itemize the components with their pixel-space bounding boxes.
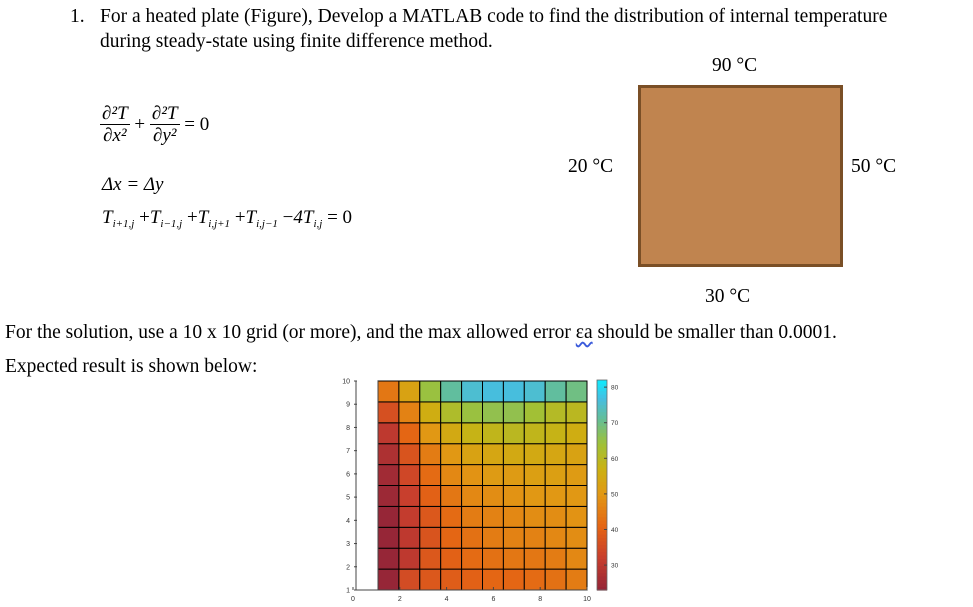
heatmap-cell — [441, 402, 462, 423]
colorbar-segment — [597, 394, 607, 398]
colorbar-segment — [597, 573, 607, 577]
fd-plus-3: + — [234, 207, 246, 228]
heatmap-cell — [566, 486, 587, 507]
heatmap-cell — [420, 548, 441, 569]
error-symbol: εa — [575, 322, 593, 343]
heatmap-cell — [441, 444, 462, 465]
heatmap-cell — [420, 506, 441, 527]
heatmap-cell — [503, 527, 524, 548]
fd-plus-1: + — [139, 207, 150, 228]
delta-equation: Δx = Δy — [102, 174, 164, 195]
heatmap-cell — [545, 423, 566, 444]
heatmap-cell — [483, 465, 504, 486]
heatmap-cell — [462, 381, 483, 402]
heatmap-cell — [524, 381, 545, 402]
heatmap-cell — [399, 381, 420, 402]
heatmap-cell — [399, 465, 420, 486]
heatmap-cell — [483, 486, 504, 507]
y-tick-label: 9 — [346, 401, 350, 409]
y-tick-label: 4 — [346, 517, 350, 525]
finite-difference-equation — [102, 207, 352, 230]
laplace-den-x: ∂x² — [103, 125, 127, 146]
laplace-den-y: ∂y² — [152, 125, 177, 146]
heatmap-cell — [420, 486, 441, 507]
heatmap-cell — [441, 486, 462, 507]
heatmap-cell — [566, 506, 587, 527]
colorbar-tick-label: 40 — [611, 526, 619, 534]
colorbar-segment — [597, 436, 607, 440]
colorbar-segment — [597, 401, 607, 405]
colorbar-segment — [597, 419, 607, 423]
colorbar-segment — [597, 457, 607, 461]
colorbar-segment — [597, 520, 607, 524]
heatmap-cell — [566, 527, 587, 548]
colorbar-segment — [597, 464, 607, 468]
heatmap-cell — [545, 486, 566, 507]
fd-equals-zero: = 0 — [327, 207, 353, 228]
x-tick-label: 10 — [583, 596, 591, 603]
laplace-equation — [100, 104, 209, 147]
colorbar-segment — [597, 569, 607, 573]
fd-sub-2: i−1,j — [160, 218, 183, 230]
heatmap-cell — [441, 423, 462, 444]
expected-text: Expected result is shown below: — [5, 356, 258, 377]
heatmap-cell — [545, 381, 566, 402]
laplace-num-x: ∂²T — [102, 103, 128, 124]
colorbar-segment — [597, 408, 607, 412]
heatmap-cell — [462, 402, 483, 423]
heatmap-cell — [524, 444, 545, 465]
heatmap-cell — [462, 486, 483, 507]
fd-plus-2: + — [186, 207, 198, 228]
heatmap-cell — [524, 402, 545, 423]
colorbar-segment — [597, 447, 607, 451]
heatmap-cell — [545, 402, 566, 423]
y-tick-label: 3 — [346, 541, 350, 549]
heatmap-cell — [524, 486, 545, 507]
heatmap-cell — [441, 381, 462, 402]
heatmap-cell — [483, 527, 504, 548]
colorbar-segment — [597, 380, 607, 384]
heatmap-cells — [378, 381, 587, 590]
colorbar-segment — [597, 412, 607, 416]
colorbar-segment — [597, 524, 607, 528]
heatmap-cell — [441, 506, 462, 527]
heatmap-cell — [483, 506, 504, 527]
colorbar-segment — [597, 576, 607, 580]
heatmap-cell — [399, 569, 420, 590]
fd-term-4: T — [245, 207, 257, 228]
heatmap-cell — [420, 444, 441, 465]
x-tick-label: 0 — [351, 596, 355, 603]
heatmap-cell — [545, 527, 566, 548]
heatmap-cell — [399, 548, 420, 569]
heatmap-cell — [378, 506, 399, 527]
colorbar-segment — [597, 513, 607, 517]
plate-right-label: 50 °C — [851, 156, 897, 177]
heatmap-cell — [420, 465, 441, 486]
colorbar-segment — [597, 559, 607, 563]
heatmap-colorbar — [597, 380, 619, 591]
heatmap-cell — [503, 506, 524, 527]
question-number: 1. — [70, 6, 85, 27]
heatmap-cell — [462, 465, 483, 486]
colorbar-segment — [597, 454, 607, 458]
heatmap-cell — [545, 569, 566, 590]
heatmap-cell — [378, 486, 399, 507]
fd-term-1: T — [102, 207, 113, 228]
laplace-equals-zero: = 0 — [184, 113, 210, 135]
heatmap-cell — [566, 548, 587, 569]
heatmap-cell — [378, 569, 399, 590]
colorbar-tick-label: 60 — [611, 455, 619, 463]
heatmap-cell — [378, 444, 399, 465]
colorbar-segment — [597, 580, 607, 584]
colorbar-segment — [597, 468, 607, 472]
colorbar-segment — [597, 538, 607, 542]
colorbar-segment — [597, 517, 607, 521]
colorbar-segment — [597, 391, 607, 395]
colorbar-segment — [597, 461, 607, 465]
fd-term-5: 4T — [293, 207, 314, 228]
heatmap-cell — [524, 527, 545, 548]
heatmap-cell — [399, 506, 420, 527]
heatmap-cell — [462, 423, 483, 444]
colorbar-tick-label: 50 — [611, 491, 619, 499]
heatmap-cell — [420, 381, 441, 402]
colorbar-tick-label: 70 — [611, 420, 619, 428]
heatmap-cell — [462, 527, 483, 548]
y-tick-label: 2 — [346, 564, 350, 572]
laplace-plus: + — [134, 113, 146, 135]
colorbar-segment — [597, 485, 607, 489]
heatmap-cell — [524, 423, 545, 444]
colorbar-segment — [597, 398, 607, 402]
fd-minus: − — [282, 207, 294, 228]
heatmap-cell — [524, 548, 545, 569]
plate-left-label: 20 °C — [568, 156, 614, 177]
y-tick-label: 5 — [346, 494, 350, 502]
heatmap-cell — [399, 402, 420, 423]
colorbar-segment — [597, 552, 607, 556]
heatmap-cell — [524, 569, 545, 590]
colorbar-segment — [597, 545, 607, 549]
heatmap-cell — [378, 381, 399, 402]
colorbar-segment — [597, 541, 607, 545]
heatmap-cell — [503, 548, 524, 569]
heatmap-cell — [420, 402, 441, 423]
fd-sub-1: i+1,j — [112, 218, 135, 230]
colorbar-tick-label: 30 — [611, 562, 619, 570]
heatmap-cell — [524, 506, 545, 527]
heatmap-cell — [566, 569, 587, 590]
y-tick-label: 1 — [346, 587, 350, 595]
heatmap-cell — [483, 381, 504, 402]
fd-term-2: T — [149, 207, 161, 228]
solution-text-tail: should be smaller than 0.0001. — [597, 322, 837, 343]
heated-plate — [638, 85, 843, 267]
heatmap-cell — [566, 444, 587, 465]
laplace-fraction-y — [150, 104, 180, 147]
heatmap-cell — [483, 444, 504, 465]
colorbar-segment — [597, 433, 607, 437]
heatmap-cell — [545, 548, 566, 569]
colorbar-segment — [597, 471, 607, 475]
colorbar-segment — [597, 429, 607, 433]
question-line-2: during steady-state using finite difference method. — [100, 31, 493, 52]
x-tick-label: 4 — [444, 596, 449, 603]
colorbar-segment — [597, 440, 607, 444]
heatmap-cell — [441, 527, 462, 548]
heatmap-cell — [503, 423, 524, 444]
heatmap-cell — [378, 465, 399, 486]
heatmap-cell — [399, 486, 420, 507]
colorbar-segment — [597, 548, 607, 552]
colorbar-tick-label: 80 — [611, 384, 619, 392]
colorbar-segment — [597, 482, 607, 486]
heatmap-cell — [483, 402, 504, 423]
heatmap-cell — [441, 465, 462, 486]
colorbar-segment — [597, 496, 607, 500]
colorbar-segment — [597, 555, 607, 559]
heatmap-cell — [462, 569, 483, 590]
colorbar-segment — [597, 566, 607, 570]
colorbar-segment — [597, 478, 607, 482]
heatmap-cell — [503, 402, 524, 423]
colorbar-segment — [597, 583, 607, 587]
heatmap-cell — [503, 381, 524, 402]
heatmap-cell — [503, 569, 524, 590]
heatmap-cell — [441, 548, 462, 569]
colorbar-segment — [597, 405, 607, 409]
y-tick-label: 8 — [346, 424, 350, 432]
heatmap-cell — [462, 548, 483, 569]
heatmap-cell — [524, 465, 545, 486]
heatmap-cell — [566, 381, 587, 402]
heatmap-cell — [483, 569, 504, 590]
heatmap-cell — [483, 423, 504, 444]
fd-sub-4: i,j−1 — [256, 218, 278, 230]
heatmap-cell — [566, 465, 587, 486]
heatmap-cell — [399, 527, 420, 548]
colorbar-segment — [597, 499, 607, 503]
fd-term-3: T — [197, 207, 209, 228]
laplace-num-y: ∂²T — [151, 103, 178, 124]
solution-text — [5, 322, 837, 344]
heatmap-cell — [566, 402, 587, 423]
heatmap-cell — [545, 465, 566, 486]
colorbar-segment — [597, 489, 607, 493]
heatmap-cell — [503, 465, 524, 486]
heatmap-cell — [545, 444, 566, 465]
y-tick-label: 10 — [342, 378, 350, 386]
solution-text-head: For the solution, use a 10 x 10 grid (or more), and the max allowed error — [5, 322, 571, 343]
heatmap-cell — [420, 527, 441, 548]
heatmap-cell — [566, 423, 587, 444]
laplace-fraction-x — [100, 104, 130, 147]
heatmap-cell — [420, 423, 441, 444]
heatmap-cell — [399, 423, 420, 444]
y-tick-label: 7 — [346, 448, 350, 456]
heatmap-cell — [441, 569, 462, 590]
colorbar-segment — [597, 443, 607, 447]
colorbar-segment — [597, 426, 607, 430]
heatmap-cell — [545, 506, 566, 527]
x-tick-label: 6 — [491, 596, 496, 603]
heatmap-cell — [378, 548, 399, 569]
heatmap-cell — [483, 548, 504, 569]
question-line-1: For a heated plate (Figure), Develop a MATLAB code to find the distribution of internal temperature — [100, 6, 888, 27]
colorbar-segment — [597, 503, 607, 507]
heatmap-cell — [399, 444, 420, 465]
heatmap-cell — [420, 569, 441, 590]
heatmap-cell — [378, 402, 399, 423]
colorbar-segment — [597, 506, 607, 510]
colorbar-segment — [597, 510, 607, 514]
y-tick-label: 6 — [346, 471, 350, 479]
colorbar-segment — [597, 450, 607, 454]
heatmap-cell — [378, 423, 399, 444]
fd-sub-5: i,j — [313, 218, 323, 230]
plate-bottom-label: 30 °C — [705, 286, 751, 307]
fd-sub-3: i,j+1 — [208, 218, 231, 230]
x-tick-label: 2 — [397, 596, 402, 603]
heatmap-cell — [462, 444, 483, 465]
plate-top-label: 90 °C — [712, 55, 758, 76]
heatmap-cell — [378, 527, 399, 548]
colorbar-segment — [597, 534, 607, 538]
heatmap-cell — [462, 506, 483, 527]
x-tick-label: 8 — [538, 596, 543, 603]
colorbar-segment — [597, 415, 607, 419]
colorbar-segment — [597, 531, 607, 535]
colorbar-segment — [597, 475, 607, 479]
expected-result-heatmap — [330, 374, 640, 606]
heatmap-cell — [503, 486, 524, 507]
heatmap-cell — [503, 444, 524, 465]
